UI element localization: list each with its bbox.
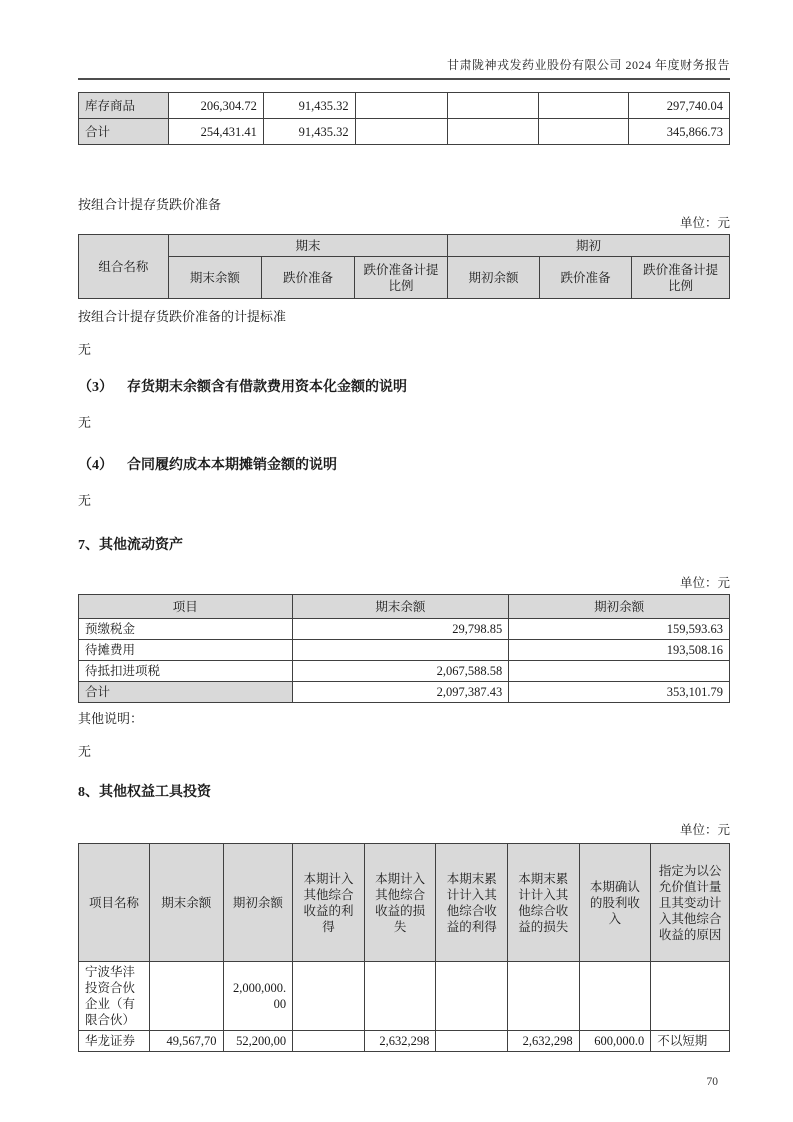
column-header: 本期末累计计入其他综合收益的利得 <box>436 844 508 962</box>
value-cell <box>538 93 628 119</box>
table-header-row <box>79 844 730 962</box>
unit-label: 单位：元 <box>679 823 730 837</box>
column-header: 跌价准备 <box>261 257 354 299</box>
value-cell: 159,593.63 <box>509 619 730 640</box>
value-cell: 297,740.04 <box>629 93 730 119</box>
value-cell: 2,632,298 <box>508 1031 580 1052</box>
value-cell: 600,000.0 <box>579 1031 651 1052</box>
heading-title: 合同履约成本本期摊销金额的说明 <box>127 458 337 473</box>
table-row <box>79 1031 730 1052</box>
value-cell <box>149 962 223 1031</box>
section-heading-8: 8、其他权益工具投资 <box>78 785 211 800</box>
value-cell <box>579 962 651 1031</box>
none-text: 无 <box>78 744 92 759</box>
table-row <box>79 93 730 119</box>
row-label-cell: 待抵扣进项税 <box>79 661 293 682</box>
heading-title: 存货期末余额含有借款费用资本化金额的说明 <box>127 380 407 395</box>
table-row <box>79 619 730 640</box>
column-header: 期末余额 <box>168 257 261 299</box>
value-cell: 29,798.85 <box>292 619 509 640</box>
value-cell: 91,435.32 <box>263 93 355 119</box>
value-cell: 206,304.72 <box>168 93 263 119</box>
column-header: 跌价准备计提比例 <box>354 257 447 299</box>
row-label-cell: 待摊费用 <box>79 640 293 661</box>
none-text: 无 <box>78 342 92 357</box>
value-cell <box>508 962 580 1031</box>
other-note-text: 其他说明： <box>78 711 144 726</box>
value-cell <box>448 119 538 145</box>
column-header: 项目名称 <box>79 844 150 962</box>
heading-number: （4） <box>78 458 113 473</box>
column-header: 期初余额 <box>448 257 540 299</box>
column-group-header: 期初 <box>448 235 730 257</box>
table-header-row <box>79 595 730 619</box>
page-number: 70 <box>706 1076 718 1088</box>
row-label-cell: 库存商品 <box>79 93 169 119</box>
row-label-cell: 预缴税金 <box>79 619 293 640</box>
table-row-total <box>79 119 730 145</box>
value-cell <box>651 962 730 1031</box>
value-cell: 2,000,000.00 <box>223 962 293 1031</box>
value-cell <box>436 1031 508 1052</box>
column-header: 组合名称 <box>79 235 169 299</box>
value-cell: 2,632,298 <box>364 1031 436 1052</box>
unit-label: 单位：元 <box>679 216 730 230</box>
value-cell <box>364 962 436 1031</box>
column-header: 指定为以公允价值计量且其变动计入其他综合收益的原因 <box>651 844 730 962</box>
table-row-total <box>79 682 730 703</box>
column-header: 期初余额 <box>223 844 293 962</box>
row-label-cell: 华龙证券 <box>79 1031 150 1052</box>
value-cell <box>509 661 730 682</box>
row-label-cell: 宁波华沣投资合伙企业（有限合伙） <box>79 962 150 1031</box>
row-label-cell: 合计 <box>79 682 293 703</box>
other-current-assets-table <box>78 594 730 703</box>
value-cell: 2,067,588.58 <box>292 661 509 682</box>
document-header-title: 甘肃陇神戎发药业股份有限公司 2024 年度财务报告 <box>78 56 730 80</box>
portfolio-provision-table <box>78 234 730 299</box>
value-cell: 193,508.16 <box>509 640 730 661</box>
table-row <box>79 661 730 682</box>
table-subheader-row <box>79 257 730 299</box>
unit-label: 单位：元 <box>679 576 730 590</box>
provision-standard-text: 按组合计提存货跌价准备的计提标准 <box>78 309 287 324</box>
value-cell: 不以短期 <box>651 1031 730 1052</box>
column-header: 期末余额 <box>149 844 223 962</box>
inventory-continuation-table <box>78 92 730 145</box>
section-heading-7: 7、其他流动资产 <box>78 538 183 553</box>
value-cell: 52,200,00 <box>223 1031 293 1052</box>
value-cell <box>293 962 365 1031</box>
value-cell: 2,097,387.43 <box>292 682 509 703</box>
column-header: 本期计入其他综合收益的损失 <box>364 844 436 962</box>
column-header: 跌价准备 <box>539 257 631 299</box>
value-cell <box>436 962 508 1031</box>
value-cell <box>355 119 447 145</box>
column-header: 期末余额 <box>292 595 509 619</box>
none-text: 无 <box>78 493 92 508</box>
column-header: 本期计入其他综合收益的利得 <box>293 844 365 962</box>
column-header: 本期末累计计入其他综合收益的损失 <box>508 844 580 962</box>
value-cell <box>292 640 509 661</box>
row-label-cell: 合计 <box>79 119 169 145</box>
value-cell: 345,866.73 <box>629 119 730 145</box>
value-cell: 91,435.32 <box>263 119 355 145</box>
other-equity-investments-table <box>78 843 730 1052</box>
value-cell <box>355 93 447 119</box>
column-group-header: 期末 <box>168 235 447 257</box>
subsection-heading-3 <box>78 379 730 396</box>
value-cell: 353,101.79 <box>509 682 730 703</box>
column-header: 本期确认的股利收入 <box>579 844 651 962</box>
value-cell <box>448 93 538 119</box>
value-cell <box>538 119 628 145</box>
table-row <box>79 962 730 1031</box>
value-cell: 254,431.41 <box>168 119 263 145</box>
none-text: 无 <box>78 415 92 430</box>
table-row <box>79 640 730 661</box>
column-header: 跌价准备计提比例 <box>632 257 730 299</box>
column-header: 项目 <box>79 595 293 619</box>
table-header-row <box>79 235 730 257</box>
portfolio-intro-text: 按组合计提存货跌价准备 <box>78 197 222 212</box>
value-cell: 49,567,70 <box>149 1031 223 1052</box>
value-cell <box>293 1031 365 1052</box>
column-header: 期初余额 <box>509 595 730 619</box>
subsection-heading-4 <box>78 457 730 474</box>
heading-number: （3） <box>78 380 113 395</box>
